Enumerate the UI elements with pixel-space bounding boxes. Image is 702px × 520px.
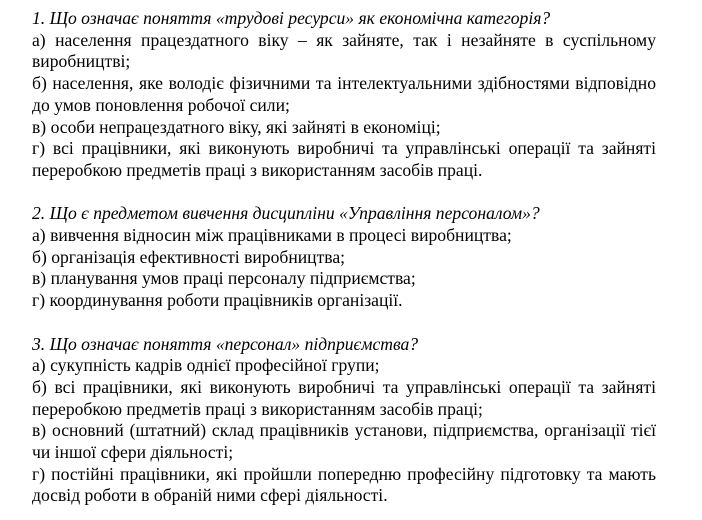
- answer-option-c: в) особи непрацездатного віку, які зайняті в економіці;: [32, 116, 441, 137]
- paragraph-gap: [32, 182, 656, 204]
- question-1: [32, 8, 656, 182]
- answer-option-d: г) координування роботи працівників організації.: [32, 290, 403, 311]
- answer-option-a: а) вивчення відносин між працівниками в процесі виробництва;: [32, 225, 512, 246]
- answer-option-c: в) планування умов праці персоналу підприємства;: [32, 268, 416, 289]
- answer-option-b: б) населення, яке володіє фізичними та інтелектуальними здібностями відповідно до умов поновлення робочої сили;: [32, 73, 656, 115]
- answer-option-a: а) сукупність кадрів однієї професійної групи;: [32, 355, 380, 376]
- answer-option-d: г) постійні працівники, які пройшли попередню професійну підготовку та мають досвід роботи в обраній ними сфері діяльності.: [32, 463, 656, 506]
- answer-option-a: а) населення працездатного віку – як зайняте, так і незайняте в суспільному виробництві;: [32, 29, 656, 72]
- answer-option-b: б) організація ефективності виробництва;: [32, 246, 346, 267]
- question-title: 1. Що означає поняття «трудові ресурси» як економічна категорія?: [32, 8, 551, 28]
- question-title: 3. Що означає поняття «персонал» підприємства?: [32, 333, 419, 354]
- question-title: 2. Що є предметом вивчення дисципліни «Управління персоналом»?: [32, 203, 540, 224]
- paragraph-gap: [32, 312, 656, 334]
- answer-option-d: г) всі працівники, які виконують виробничі та управлінські операції та зайняті переробкою предметів праці з використанням засобів праці.: [32, 138, 656, 180]
- question-3: [32, 334, 656, 508]
- answer-option-c: в) основний (штатний) склад працівників установи, підприємства, організації тієї чи іншої сфери діяльності;: [32, 420, 656, 463]
- test-document: [32, 8, 656, 507]
- question-2: [32, 203, 656, 312]
- answer-option-b: б) всі працівники, які виконують виробничі та управлінські операції та зайняті переробкою предметів праці з використанням засобів праці;: [32, 376, 656, 419]
